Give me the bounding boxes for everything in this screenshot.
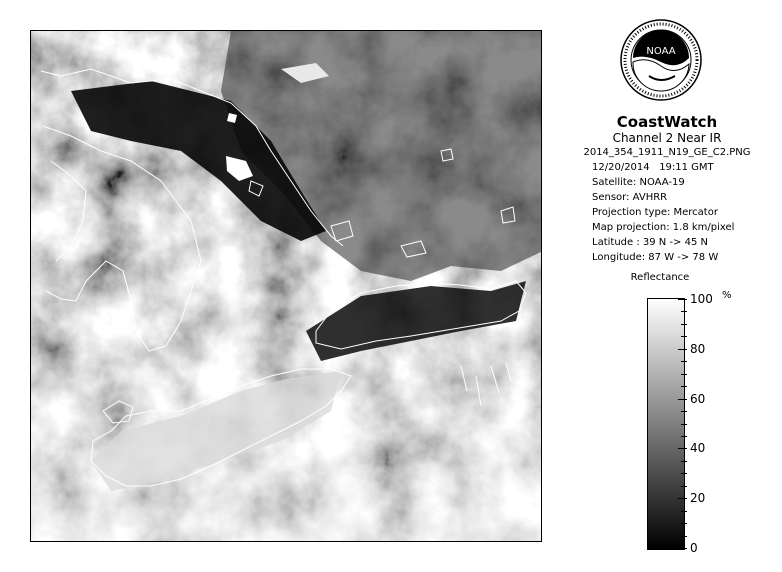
longitude-text: Longitude: 87 W -> 78 W xyxy=(592,252,719,263)
colorbar-tick xyxy=(681,411,687,412)
colorbar-tick xyxy=(681,424,687,425)
legend-title: Reflectance xyxy=(630,272,690,283)
colorbar-tick xyxy=(681,311,687,312)
colorbar-tick xyxy=(678,548,687,549)
colorbar-tick xyxy=(678,399,687,400)
colorbar-tick xyxy=(678,498,687,499)
colorbar-tick xyxy=(681,473,687,474)
date-text: 12/20/2014 xyxy=(592,162,650,173)
channel-title: Channel 2 Near IR xyxy=(612,131,722,145)
colorbar-tick xyxy=(681,536,687,537)
colorbar-tick xyxy=(678,299,687,300)
projection-text: Projection type: Mercator xyxy=(592,207,718,218)
colorbar-tick xyxy=(681,436,687,437)
colorbar-tick-label: 80 xyxy=(690,341,706,356)
noaa-logo-text: NOAA xyxy=(646,46,676,57)
colorbar-tick xyxy=(681,511,687,512)
noaa-logo xyxy=(619,18,703,108)
time-text: 19:11 GMT xyxy=(659,162,714,173)
colorbar-tick xyxy=(681,374,687,375)
satellite-image-map[interactable] xyxy=(30,30,542,542)
colorbar-tick xyxy=(681,523,687,524)
colorbar-tick-label: 20 xyxy=(690,491,706,506)
colorbar-tick xyxy=(678,448,687,449)
noaa-logo-icon xyxy=(619,18,703,108)
colorbar-tick xyxy=(681,361,687,362)
colorbar-tick-label: 40 xyxy=(690,441,706,456)
colorbar-tick xyxy=(681,386,687,387)
metadata-panel xyxy=(560,114,774,265)
colorbar-tick-label: 0 xyxy=(690,541,698,555)
resolution-text: Map projection: 1.8 km/pixel xyxy=(592,222,735,233)
map-canvas xyxy=(31,31,542,542)
colorbar-tick xyxy=(681,324,687,325)
colorbar-tick xyxy=(681,336,687,337)
colorbar-tick xyxy=(681,486,687,487)
datetime-text xyxy=(560,160,774,175)
reflectance-colorbar xyxy=(647,298,685,550)
satellite-text: Satellite: NOAA-19 xyxy=(592,177,685,188)
sensor-text: Sensor: AVHRR xyxy=(592,192,668,203)
colorbar-tick xyxy=(678,349,687,350)
colorbar-tick-label: 60 xyxy=(690,391,706,406)
filename-text: 2014_354_1911_N19_GE_C2.PNG xyxy=(583,147,751,158)
brand-title: CoastWatch xyxy=(616,113,718,131)
latitude-text: Latitude : 39 N -> 45 N xyxy=(592,237,708,248)
colorbar-tick-label: 100 xyxy=(690,292,713,306)
colorbar-tick xyxy=(681,461,687,462)
legend-unit: % xyxy=(722,290,732,301)
